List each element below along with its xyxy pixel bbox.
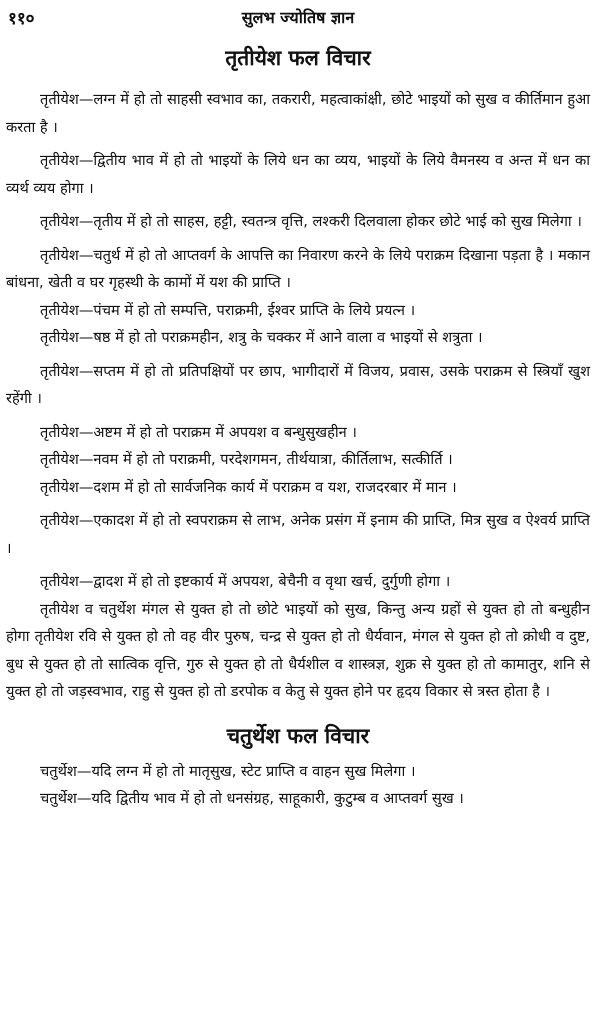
page-number: ११०: [8, 9, 35, 29]
paragraph-text: —यदि द्वितीय भाव में हो तो धनसंग्रह, साहूकारी, कुटुम्ब व आप्तवर्ग सुख ।: [76, 790, 464, 807]
paragraph-text: —अष्टम में हो तो पराक्रम में अपयश व बन्धुसुखहीन ।: [78, 423, 357, 441]
paragraph-text: —लग्न में हो तो साहसी स्वभाव का, तकरारी, महत्वाकांक्षी, छोटे भाइयों को सुख व कीर्तिमान हुआ करता है ।: [6, 91, 590, 136]
paragraph: [6, 324, 590, 352]
paragraph: [6, 358, 590, 413]
paragraph: [6, 242, 590, 297]
paragraph-text: —यदि लग्न में हो तो मातृसुख, स्टेट प्राप्ति व वाहन सुख मिलेगा ।: [76, 762, 416, 780]
paragraph-text: —सप्तम में हो तो प्रतिपक्षियों पर छाप, भागीदारों में विजय, प्रवास, उसके पराक्रम से स्त्रियाँ खुश रहेंगी ।: [6, 362, 590, 407]
running-head: [6, 4, 590, 32]
paragraph: [6, 147, 590, 202]
paragraph-lead: तृतीयेश: [40, 573, 79, 590]
paragraph-lead: तृतीयेश: [40, 329, 79, 346]
paragraph-text: तृतीयेश व चतुर्थेश मंगल से युक्त हो तो छोटे भाइयों को सुख, किन्तु अन्य ग्रहों से युक्त हो तो बन्धुहीन होगा तृतीयेश रवि से युक्त हो तो वह वीर पुरुष, चन्द्र से युक्त हो तो धैर्यवान, मंगल से युक्त हो तो क्रोधी व दुष्ट, बुध से युक्त हो तो सात्विक वृत्ति, गुरु से युक्त हो तो धैर्यशील व शास्त्रज्ञ, शुक्र से युक्त हो तो कामातुर, शनि से युक्त हो तो जड़स्वभाव, राहु से युक्त हो तो डरपोक व केतु से युक्त होने पर हृदय विकार से त्रस्त होता है ।: [6, 600, 590, 700]
paragraph-text: —नवम में हो तो पराक्रमी, परदेशगमन, तीर्थयात्रा, कीर्तिलाभ, सत्कीर्ति ।: [78, 451, 453, 468]
paragraph-lead: चतुर्थेश: [40, 762, 77, 780]
paragraph-lead: तृतीयेश: [40, 91, 79, 108]
paragraph: [6, 785, 590, 813]
paragraph: [6, 507, 590, 562]
paragraph-lead: तृतीयेश: [40, 301, 79, 319]
paragraph-lead: तृतीयेश: [40, 478, 79, 496]
paragraph-lead: तृतीयेश: [40, 512, 79, 529]
section-heading-chaturthesh: चतुर्थेश फल विचार: [226, 723, 370, 748]
paragraph-text: —एकादश में हो तो स्वपराक्रम से लाभ, अनेक प्रसंग में इनाम की प्राप्ति, मित्र सुख व ऐश्वर्य प्राप्ति ।: [6, 512, 590, 557]
paragraph: [6, 297, 590, 325]
paragraph-lead: तृतीयेश: [40, 451, 79, 468]
paragraph-lead: तृतीयेश: [40, 362, 79, 380]
paragraph-lead: तृतीयेश: [40, 213, 79, 230]
paragraph-lead: चतुर्थेश: [40, 790, 77, 807]
paragraph-text: —षष्ठ में हो तो पराक्रमहीन, शत्रु के चक्कर में आने वाला व भाइयों से शत्रुता ।: [78, 329, 483, 346]
paragraph-text: —चतुर्थ में हो तो आप्तवर्ग के आपत्ति का निवारण करने के लिये पराक्रम दिखाना पड़ता है । मकान बांधना, खेती व घर गृहस्थी के कामों में यश की प्राप्ति ।: [6, 246, 590, 291]
paragraph-lead: तृतीयेश: [40, 246, 79, 264]
paragraph-lead: तृतीयेश: [40, 423, 79, 441]
paragraph: [6, 419, 590, 447]
paragraph: [6, 446, 590, 474]
paragraph-lead: तृतीयेश: [40, 152, 79, 169]
paragraph-text: —दशम में हो तो सार्वजनिक कार्य में पराक्रम व यश, राजदरबार में मान ।: [78, 478, 457, 496]
paragraph: [6, 758, 590, 786]
paragraph-text: —द्वादश में हो तो इष्टकार्य में अपयश, बेचैनी व वृथा खर्च, दुर्गुणी होगा ।: [78, 573, 451, 590]
running-title: सुलभ ज्योतिष ज्ञान: [241, 8, 355, 27]
paragraph: [6, 474, 590, 502]
paragraph: [6, 596, 590, 706]
paragraph: [6, 208, 590, 236]
paragraph-text: —द्वितीय भाव में हो तो भाइयों के लिये धन का व्यय, भाइयों के लिये वैमनस्य व अन्त में धन का व्यर्थ व्यय होगा ।: [6, 152, 590, 197]
paragraph: [6, 568, 590, 596]
paragraph-text: —तृतीय में हो तो साहस, हट्टी, स्वतन्त्र वृत्ति, लश्करी दिलवाला होकर छोटे भाई को सुख मिलेगा ।: [78, 213, 582, 230]
section-heading-tritiyesh: तृतीयेश फल विचार: [225, 46, 371, 70]
paragraph-text: —पंचम में हो तो सम्पत्ति, पराक्रमी, ईश्वर प्राप्ति के लिये प्रयत्न ।: [78, 301, 416, 319]
paragraph: [6, 86, 590, 141]
